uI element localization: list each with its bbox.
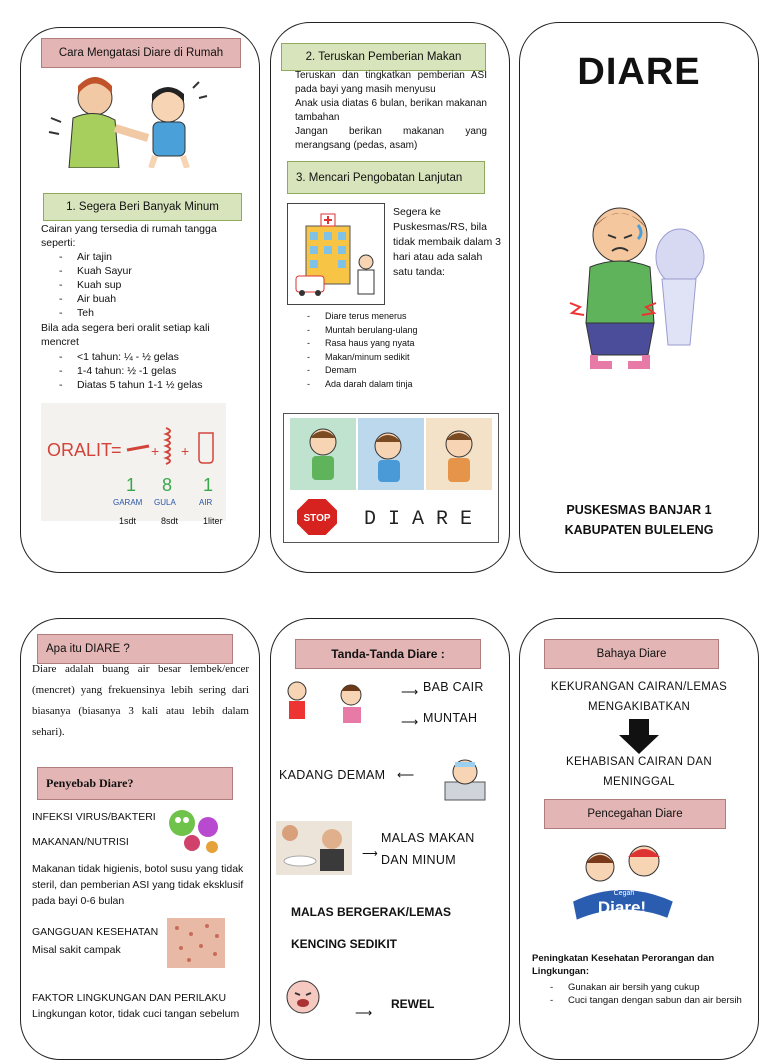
panel-bahaya-pencegahan: [519, 618, 759, 1060]
badge-small-text: Cegah: [613, 890, 635, 897]
sign-malas-bergerak: MALAS BERGERAK/LEMAS: [291, 905, 452, 919]
sign-demam: KADANG DEMAM: [279, 768, 386, 782]
org-line-2: KABUPATEN BULELENG: [564, 523, 714, 537]
list-item: - <1 tahun: ¼ - ½ gelas: [41, 350, 251, 364]
list-item: - Muntah berulang-ulang: [289, 324, 489, 338]
list-item: - Air buah: [41, 292, 241, 306]
sign-malas-makan: MALAS MAKAN: [381, 831, 475, 845]
org-line-1: PUSKESMAS BANJAR 1: [566, 503, 712, 517]
cover-title: DIARE: [577, 51, 701, 93]
list-item: - Air tajin: [41, 250, 241, 264]
list-item: - Cuci tangan dengan sabun dan air bersih: [532, 994, 744, 1007]
badge-big-text: Diare!: [597, 898, 647, 917]
step3-title: 3. Mencari Pengobatan Lanjutan: [287, 161, 485, 194]
drinks-intro: Cairan yang tersedia di rumah tangga seperti:: [41, 223, 217, 249]
panel-apa-itu-diare: [20, 618, 260, 1060]
header-tanda-diare: Tanda-Tanda Diare :: [295, 639, 481, 669]
arrow-icon: ⟶: [362, 848, 378, 860]
children-sick-illustration: [281, 675, 381, 733]
skin-rash-photo: [167, 918, 225, 968]
measure-3: 1liter: [203, 516, 223, 526]
crying-baby-illustration: [281, 975, 325, 1019]
list-item: - Kuah Sayur: [41, 264, 241, 278]
sign-bab-cair: BAB CAIR: [423, 680, 484, 694]
measure-1: 1sdt: [119, 516, 137, 526]
stop-diare-illustration: [283, 413, 499, 543]
stop-diare-word: D I A R E: [364, 508, 473, 531]
oralit-recipe-illustration: [41, 403, 226, 521]
sign-kencing-sedikit: KENCING SEDIKIT: [291, 937, 398, 951]
sign-rewel: REWEL: [391, 997, 435, 1011]
cause-infeksi: INFEKSI VIRUS/BAKTERI: [32, 811, 156, 823]
fever-child-illustration: [441, 752, 489, 802]
header-bahaya: Bahaya Diare: [544, 639, 719, 669]
step2-line: Teruskan dan tingkatkan pemberian ASI pada bayi yang masih menyusu: [295, 70, 487, 95]
arrow-left-icon: ⟵: [397, 768, 415, 782]
list-item: - Kuah sup: [41, 278, 241, 292]
oralit-num-3: 1: [203, 475, 214, 495]
danger-signs-list: [289, 310, 489, 391]
cause-makanan-desc: Makanan tidak higienis, botol susu yang tidak steril, dan pemberian ASI yang tidak eksklusif pada bayi 0-6 bulan: [32, 863, 244, 907]
prevention-list: [532, 981, 744, 1007]
sign-muntah: MUNTAH: [423, 711, 478, 725]
panel-tanda-diare: [270, 618, 510, 1060]
sign-dan-minum: DAN MINUM: [381, 853, 456, 867]
list-item: - Diare terus menerus: [289, 310, 489, 324]
oralit-num-2: 8: [162, 475, 173, 495]
sick-child-toilet-illustration: [550, 195, 710, 373]
panel-cover: [519, 22, 759, 573]
cause-gangguan: GANGGUAN KESEHATAN: [32, 926, 159, 938]
mother-child-illustration: [43, 68, 221, 168]
oralit-word-air: AIR: [199, 498, 213, 507]
oralit-num-1: 1: [126, 475, 137, 495]
step2-title: 2. Teruskan Pemberian Makan: [281, 43, 486, 71]
header-penyebab: Penyebab Diare?: [37, 767, 233, 800]
list-item: - Teh: [41, 306, 241, 320]
dose-list: [41, 350, 251, 392]
eating-child-photo: [276, 821, 352, 875]
cause-lingkungan: FAKTOR LINGKUNGAN DAN PERILAKU: [32, 992, 227, 1004]
header-apa-itu-diare: Apa itu DIARE ?: [37, 634, 233, 664]
header-pencegahan: Pencegahan Diare: [544, 799, 726, 829]
down-arrow-icon: [618, 719, 660, 755]
step2-body: [295, 69, 487, 153]
header-cara-mengatasi: Cara Mengatasi Diare di Rumah: [41, 38, 241, 68]
oralit-intro: Bila ada segera beri oralit setiap kali mencret: [41, 322, 210, 348]
cause-makanan: MAKANAN/NUTRISI: [32, 836, 129, 848]
list-item: - Ada darah dalam tinja: [289, 378, 489, 392]
cegah-diare-badge: [562, 837, 682, 931]
panel-cara-mengatasi: [20, 27, 260, 573]
list-item: - Diatas 5 tahun 1-1 ½ gelas: [41, 378, 251, 392]
list-item: - Demam: [289, 364, 489, 378]
oralit-word-garam: GARAM: [113, 498, 143, 507]
stop-sign-label: STOP: [303, 513, 331, 524]
step3-text: Segera ke Puskesmas/RS, bila tidak membaik dalam 3 hari atau ada salah satu tanda:: [393, 206, 501, 278]
svg-text:=: =: [111, 440, 122, 460]
list-item: - 1-4 tahun: ½ -1 gelas: [41, 364, 251, 378]
cause-gangguan-desc: Misal sakit campak: [32, 944, 121, 956]
svg-text:+: +: [181, 443, 190, 459]
step2-line: Anak usia diatas 6 bulan, berikan makanan tambahan: [295, 98, 487, 123]
panel-pengobatan: [270, 22, 510, 573]
list-item: - Makan/minum sedikit: [289, 351, 489, 365]
arrow-icon: ⟶: [355, 1006, 373, 1020]
danger-2: KEHABISAN CAIRAN DAN MENINGGAL: [566, 756, 712, 788]
oralit-word: ORALIT: [47, 440, 113, 460]
hospital-illustration: [287, 203, 385, 305]
arrow-icon: ⟶: [401, 715, 419, 729]
measure-2: 8sdt: [161, 516, 179, 526]
prevention-title: Peningkatan Kesehatan Perorangan dan Lingkungan:: [532, 953, 715, 977]
list-item: - Gunakan air bersih yang cukup: [532, 981, 744, 994]
cause-lingkungan-desc: Lingkungan kotor, tidak cuci tangan sebelum: [32, 1008, 240, 1020]
bacteria-illustration: [164, 805, 226, 857]
oralit-word-gula: GULA: [154, 498, 176, 507]
svg-text:+: +: [151, 443, 160, 459]
danger-1: KEKURANGAN CAIRAN/LEMAS MENGAKIBATKAN: [550, 681, 728, 713]
step1-title: 1. Segera Beri Banyak Minum: [43, 193, 242, 221]
list-item: - Rasa haus yang nyata: [289, 337, 489, 351]
step2-line: Jangan berikan makanan yang merangsang (pedas, asam): [295, 126, 487, 151]
drinks-list: [41, 250, 241, 320]
diare-definition: Diare adalah buang air besar lembek/encer (mencret) yang frekuensinya lebih sering dari biasanya (biasanya 3 kali atau lebih dalam sehari).: [32, 663, 249, 738]
arrow-icon: ⟶: [401, 685, 419, 699]
